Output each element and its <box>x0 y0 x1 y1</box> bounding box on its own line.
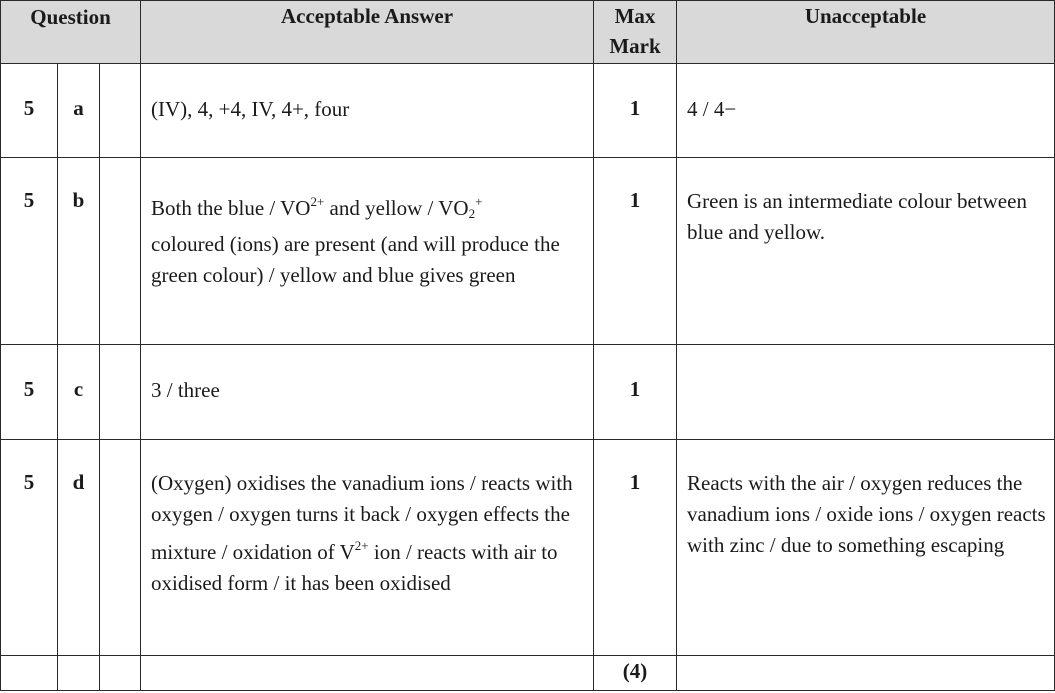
question-part: b <box>58 158 100 345</box>
max-mark: 1 <box>594 158 677 345</box>
empty-cell <box>100 656 141 691</box>
acceptable-answer: 3 / three <box>141 345 594 440</box>
empty-cell <box>1 656 58 691</box>
header-acceptable-answer: Acceptable Answer <box>141 1 594 64</box>
question-number: 5 <box>1 64 58 158</box>
question-part: c <box>58 345 100 440</box>
max-mark: 1 <box>594 345 677 440</box>
unacceptable-answer: 4 / 4− <box>677 64 1055 158</box>
question-number: 5 <box>1 345 58 440</box>
max-mark: 1 <box>594 64 677 158</box>
unacceptable-answer: Green is an intermediate colour between blue and yellow. <box>677 158 1055 345</box>
table-row <box>1 345 1055 440</box>
acceptable-answer: (Oxygen) oxidises the vanadium ions / reacts with oxygen / oxygen turns it back / oxygen effects the mixture / oxidation of $V^{2+}$ ion / reacts with air to oxidised form / it has been oxidised <box>141 440 594 656</box>
empty-cell <box>141 656 594 691</box>
sub-part-cell <box>100 440 141 656</box>
question-part: d <box>58 440 100 656</box>
sub-part-cell <box>100 345 141 440</box>
empty-cell <box>677 656 1055 691</box>
acceptable-answer: (IV), 4, +4, IV, 4+, four <box>141 64 594 158</box>
table-row <box>1 440 1055 656</box>
empty-cell <box>58 656 100 691</box>
max-mark: 1 <box>594 440 677 656</box>
acceptable-answer: Both the blue / $VO^{2+}$ and yellow / $VO_2^+$ coloured (ions) are present (and will produce the green colour) / yellow and blue gives green <box>141 158 594 345</box>
sub-part-cell <box>100 158 141 345</box>
header-row <box>1 1 1055 64</box>
header-unacceptable: Unacceptable <box>677 1 1055 64</box>
header-max-mark: Max Mark <box>594 1 677 64</box>
question-number: 5 <box>1 158 58 345</box>
question-number: 5 <box>1 440 58 656</box>
table-row <box>1 64 1055 158</box>
sub-part-cell <box>100 64 141 158</box>
total-marks: (4) <box>594 656 677 691</box>
unacceptable-answer: Reacts with the air / oxygen reduces the vanadium ions / oxide ions / oxygen reacts with zinc / due to something escaping <box>677 440 1055 656</box>
total-row <box>1 656 1055 691</box>
table-row <box>1 158 1055 345</box>
unacceptable-answer <box>677 345 1055 440</box>
question-part: a <box>58 64 100 158</box>
header-question: Question <box>1 1 141 64</box>
